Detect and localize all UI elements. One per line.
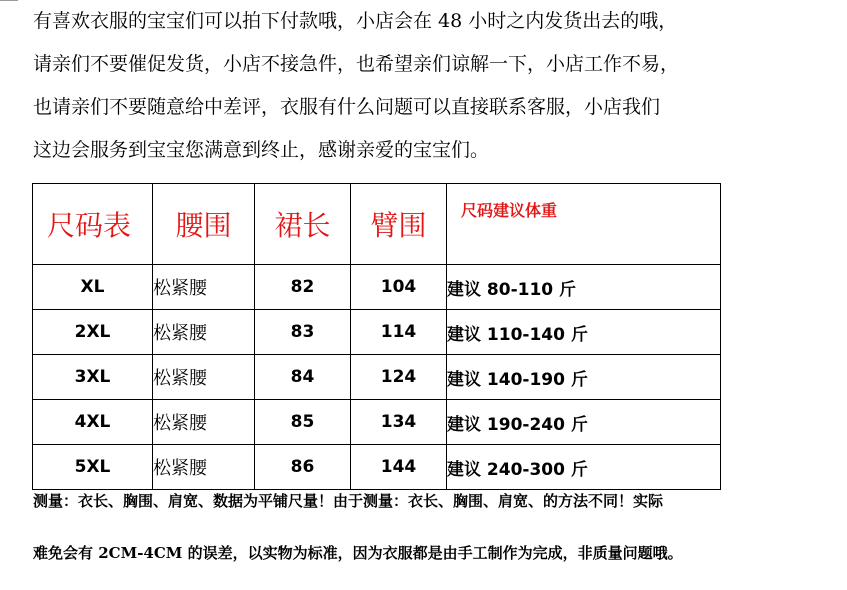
table-row (33, 310, 721, 355)
corner-line (0, 0, 18, 1)
table-row (33, 355, 721, 400)
shop-notice (33, 6, 833, 178)
arm-cell: 114 (351, 310, 447, 355)
notice-line: 这边会服务到宝宝您满意到终止，感谢亲爱的宝宝们。 (33, 139, 490, 161)
header-waist: 腰围 (153, 184, 255, 265)
notice-line: 也请亲们不要随意给中差评，衣服有什么问题可以直接联系客服，小店我们 (33, 96, 661, 118)
header-size-chart: 尺码表 (33, 184, 153, 265)
arm-cell: 104 (351, 265, 447, 310)
note-line: 难免会有 2CM-4CM 的误差，以实物为标准，因为衣服都是由手工制作为完成，非质量问题哦。 (33, 544, 683, 562)
waist-cell: 松紧腰 (153, 310, 255, 355)
waist-cell: 松紧腰 (153, 400, 255, 445)
waist-cell: 松紧腰 (153, 355, 255, 400)
table-row (33, 265, 721, 310)
waist-cell: 松紧腰 (153, 265, 255, 310)
size-cell: XL (33, 265, 153, 310)
arm-cell: 144 (351, 445, 447, 490)
waist-cell: 松紧腰 (153, 445, 255, 490)
weight-cell: 建议 80-110 斤 (447, 265, 721, 310)
arm-cell: 124 (351, 355, 447, 400)
length-cell: 83 (255, 310, 351, 355)
table-row (33, 400, 721, 445)
length-cell: 86 (255, 445, 351, 490)
table-row (33, 445, 721, 490)
weight-cell: 建议 140-190 斤 (447, 355, 721, 400)
weight-cell: 建议 190-240 斤 (447, 400, 721, 445)
size-chart-table (32, 183, 721, 490)
length-cell: 82 (255, 265, 351, 310)
measurement-note (33, 486, 833, 590)
size-cell: 4XL (33, 400, 153, 445)
size-cell: 3XL (33, 355, 153, 400)
notice-line: 有喜欢衣服的宝宝们可以拍下付款哦，小店会在 48 小时之内发货出去的哦， (33, 10, 678, 32)
table-header-row (33, 184, 721, 265)
weight-cell: 建议 110-140 斤 (447, 310, 721, 355)
arm-cell: 134 (351, 400, 447, 445)
length-cell: 84 (255, 355, 351, 400)
weight-cell: 建议 240-300 斤 (447, 445, 721, 490)
length-cell: 85 (255, 400, 351, 445)
note-line: 测量：衣长、胸围、肩宽、数据为平铺尺量！由于测量：衣长、胸围、肩宽、的方法不同！实际 (33, 492, 664, 510)
notice-line: 请亲们不要催促发货，小店不接急件，也希望亲们谅解一下，小店工作不易， (33, 53, 680, 75)
header-skirt-length: 裙长 (255, 184, 351, 265)
header-suggested-weight: 尺码建议体重 (447, 184, 721, 265)
size-cell: 5XL (33, 445, 153, 490)
header-arm: 臂围 (351, 184, 447, 265)
size-cell: 2XL (33, 310, 153, 355)
